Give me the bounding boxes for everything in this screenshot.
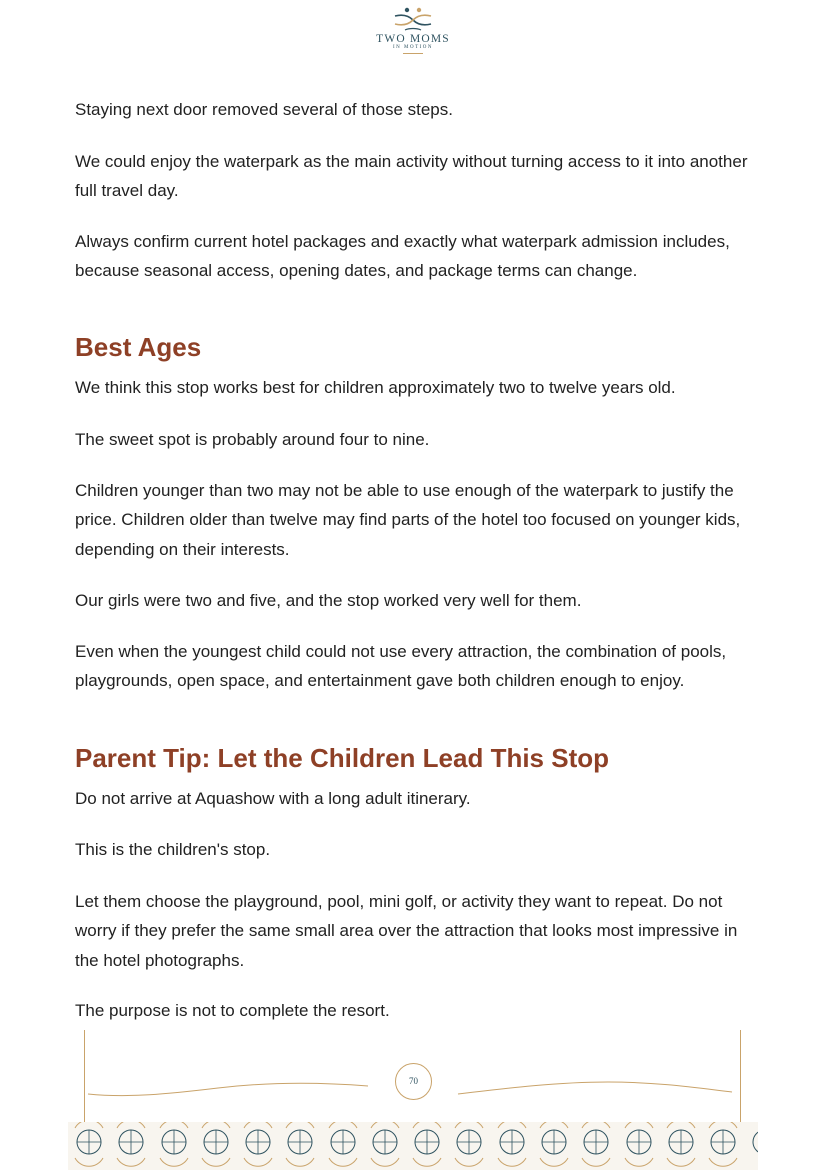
brand-logo <box>363 6 463 62</box>
paragraph-youngest-child: Even when the youngest child could not use every attraction, the combination of pools, playgrounds, open space, and entertainment gave both children enough to enjoy. <box>75 642 727 691</box>
paragraph-next-door: Staying next door removed several of those steps. <box>75 100 453 119</box>
circle-tile-pattern <box>68 1122 758 1170</box>
logo-subtitle: IN MOTION <box>392 45 434 50</box>
paragraph-no-itinerary: Do not arrive at Aquashow with a long adult itinerary. <box>75 789 471 808</box>
logo-figures-icon <box>387 6 439 32</box>
logo-rule <box>403 53 423 54</box>
paragraph-age-range: We think this stop works best for children approximately two to twelve years old. <box>75 378 676 397</box>
page-header <box>0 0 827 70</box>
paragraph-younger-older: Children younger than two may not be able to use enough of the waterpark to justify the price. Children older than twelve may find parts of the hotel too focused on younger kids, depending on their interests. <box>75 481 741 559</box>
page-number: 70 <box>395 1063 432 1100</box>
paragraph-childrens-stop: This is the children's stop. <box>75 840 271 859</box>
heading-best-ages: Best Ages <box>75 332 202 362</box>
tile-pattern-band <box>68 1122 758 1170</box>
paragraph-our-girls: Our girls were two and five, and the stop worked very well for them. <box>75 591 582 610</box>
paragraph-let-them-choose: Let them choose the playground, pool, mini golf, or activity they want to repeat. Do not worry if they prefer the same small area over the attraction that looks most impressive in the hotel photographs. <box>75 892 738 970</box>
logo-name: TWO MOMS <box>376 33 450 45</box>
paragraph-waterpark-activity: We could enjoy the waterpark as the main activity without turning access to it into another full travel day. <box>75 152 748 201</box>
paragraph-sweet-spot: The sweet spot is probably around four to nine. <box>75 430 430 449</box>
heading-parent-tip: Parent Tip: Let the Children Lead This Stop <box>75 743 610 773</box>
paragraph-confirm-packages: Always confirm current hotel packages and exactly what waterpark admission includes, because seasonal access, opening dates, and package terms can change. <box>75 232 730 281</box>
paragraph-purpose: The purpose is not to complete the resort. <box>75 1001 390 1020</box>
page-footer-ornament <box>68 1026 758 1170</box>
